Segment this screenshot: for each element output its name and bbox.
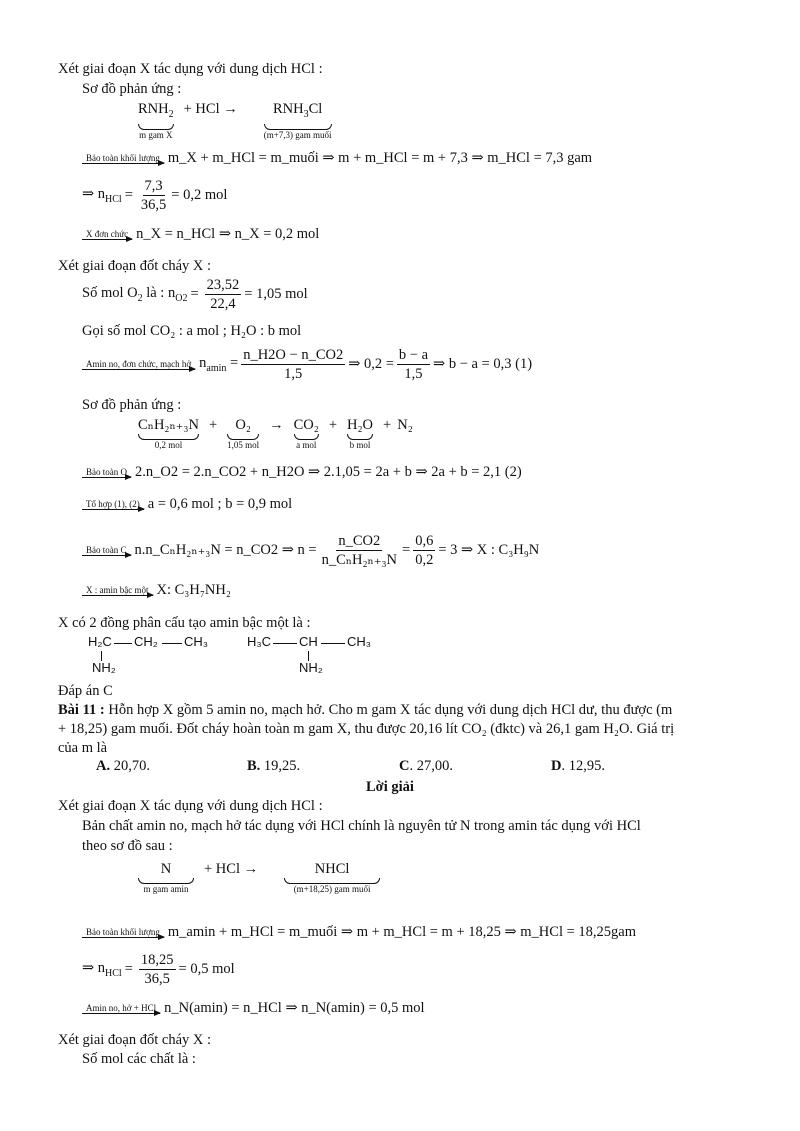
arrow-label: Bảo toàn O <box>82 467 131 478</box>
paragraph: Bản chất amin no, mạch hở tác dụng với HCl chính là nguyên tử N trong amin tác dụng với HCl <box>82 818 641 834</box>
amine-formula-eq: Amin no, đơn chức, mạch hở $n_{amin}$ = $\frac{n\_H2O - n\_CO2}{1,5}$ ⇒ 0,2 = $\frac{b - a}{1,5}$ ⇒ b − a = 0,3 (1) <box>82 346 532 383</box>
primary-amine-eq: X : amin bậc một X: C₃H₇NH₂ <box>82 582 231 599</box>
arrow-label: Tổ hợp (1), (2) <box>82 499 144 510</box>
section-heading: Xét giai đoạn đốt cháy X : <box>58 258 212 274</box>
arrow-label: Amin no, đơn chức, mạch hở <box>82 359 195 370</box>
option-b: B. 19,25. <box>247 758 301 774</box>
mass-conservation-eq: Bảo toàn khối lượng m_amin + m_HCl = m_muối ⇒ m + m_HCl = m + 18,25 ⇒ m_HCl = 18,25gam <box>82 924 636 941</box>
carbon-conservation-eq: Bảo toàn C n.n_CₙH₂ₙ₊₃N = n_CO2 ⇒ n = $\frac{n\_CO2}{\text{n\_CₙH₂ₙ₊₃N}}$ = $\frac{0,6}{0,2}$ = 3 ⇒ X : C₃H₉N <box>82 532 539 569</box>
option-d: D. 12,95. <box>551 758 605 774</box>
nx-eq: X đơn chức n_X = n_HCl ⇒ n_X = 0,2 mol <box>82 226 319 243</box>
arrow-label: X đơn chức <box>82 229 132 240</box>
answer: Đáp án C <box>58 683 113 699</box>
problem-11-line2: + 18,25) gam muối. Đốt cháy hoàn toàn m gam X, thu được 20,16 lít CO₂ (đktc) và 26,1 gam H₂O. Giá trị <box>58 721 675 737</box>
arrow-label: Bảo toàn C <box>82 545 131 556</box>
product-salt: NHCl (m+18,25) gam muối <box>284 860 380 895</box>
structure-isopropylamine: H₃C CH CH₃ NH₂ <box>247 634 372 675</box>
arrow-label: X : amin bậc một <box>82 585 153 596</box>
mass-conservation-eq: Bảo toàn khối lượng m_X + m_HCl = m_muối ⇒ m + m_HCl = m + 7,3 ⇒ m_HCl = 7,3 gam <box>82 150 592 167</box>
structure-propylamine: H₂C CH₂ CH₃ NH₂ <box>88 634 209 675</box>
arrow-label: Bảo toàn khối lượng <box>82 927 164 938</box>
combine-eq: Tổ hợp (1), (2) a = 0,6 mol ; b = 0,9 mol <box>82 496 292 513</box>
mol-o2-eq: Số mol $O_2$ là : $n_{O2}$ = $\frac{23,52}{22,4}$ = 1,05 mol <box>82 277 308 312</box>
option-a: A. 20,70. <box>96 758 150 774</box>
section-heading: Xét giai đoạn X tác dụng với dung dịch HCl : <box>58 798 323 814</box>
paragraph: Số mol các chất là : <box>82 1051 196 1067</box>
oxygen-conservation-eq: Bảo toàn O 2.n_O2 = 2.n_CO2 + n_H2O ⇒ 2.1,05 = 2a + b ⇒ 2a + b = 2,1 (2) <box>82 464 522 481</box>
paragraph: theo sơ đồ sau : <box>82 838 173 854</box>
product-h2o: H₂O b mol <box>347 417 374 450</box>
option-c: C. 27,00. <box>399 758 453 774</box>
problem-11-line1: Bài 11 : Hỗn hợp X gồm 5 amin no, mạch hở. Cho m gam X tác dụng với dung dịch HCl dư, thu được (m <box>58 702 673 718</box>
reactant-amine: CₙH₂ₙ₊₃N 0,2 mol <box>138 417 199 450</box>
arrow-label: Amin no, hở + HCl <box>82 1003 160 1014</box>
nhcl-eq: ⇒ $n_{HCl}$ = $\frac{7,3}{36,5}$ = 0,2 mol <box>82 178 228 213</box>
scheme-label: Sơ đồ phản ứng : <box>82 81 182 97</box>
product-n2: N₂ <box>397 417 413 433</box>
solution-title: Lời giải <box>366 779 414 795</box>
reactant-o2: O₂ 1,05 mol <box>227 417 260 450</box>
product-co2: CO₂ a mol <box>293 417 319 450</box>
section-heading: Xét giai đoạn X tác dụng với dung dịch HCl : <box>58 61 323 77</box>
product-salt: $RNH_3Cl$ (m+7,3) gam muối <box>263 101 332 140</box>
reaction-n-hcl: N m gam amin + HCl → NHCl (m+18,25) gam muối <box>134 860 384 895</box>
reaction-hcl: $RNH_2$ m gam X + HCl → $RNH_3Cl$ (m+7,3) gam muối <box>138 101 332 140</box>
scheme-label: Sơ đồ phản ứng : <box>82 397 182 413</box>
nhcl-eq: ⇒ $n_{HCl}$ = $\frac{18,25}{36,5}$ = 0,5 mol <box>82 952 235 987</box>
reactant-amine: $RNH_2$ m gam X <box>138 101 174 140</box>
arrow-label: Bảo toàn khối lượng <box>82 153 164 164</box>
variable-definition: Gọi số mol CO₂ : a mol ; H₂O : b mol <box>82 323 302 339</box>
isomers-intro: X có 2 đồng phân cấu tạo amin bậc một là : <box>58 615 311 631</box>
n-amine-eq: Amin no, hở + HCl n_N(amin) = n_HCl ⇒ n_N(amin) = 0,5 mol <box>82 1000 425 1017</box>
reaction-combustion: CₙH₂ₙ₊₃N 0,2 mol + O₂ 1,05 mol → CO₂ a mol + H₂O b mol + N₂ <box>138 417 413 450</box>
reactant-n: N m gam amin <box>138 860 194 895</box>
section-heading: Xét giai đoạn đốt cháy X : <box>58 1032 212 1048</box>
problem-11-line3: của m là <box>58 740 108 756</box>
